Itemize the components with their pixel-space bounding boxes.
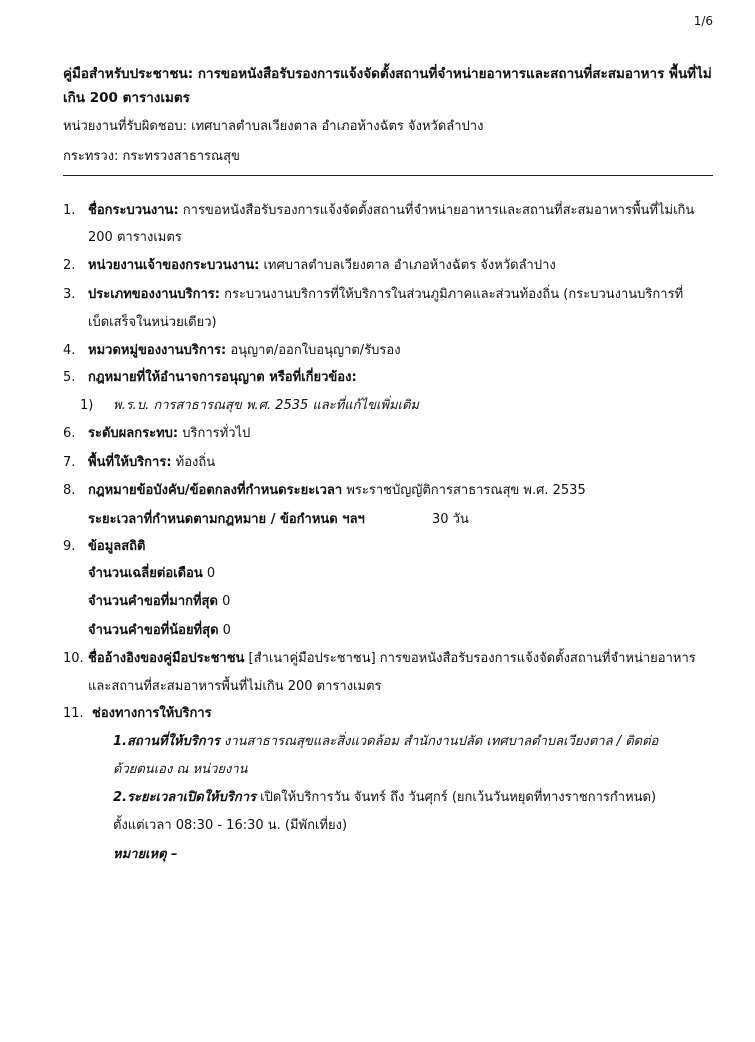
service-hours-value: เปิดให้บริการวัน จันทร์ ถึง วันศุกร์ (ยกเว้นวันหยุดที่ทางราชการกำหนด) [256, 790, 657, 805]
stat-row [88, 565, 215, 583]
ministry: กระทรวง: กระทรวงสาธารณสุข [63, 149, 240, 164]
item-label: หน่วยงานเจ้าของกระบวนงาน: [88, 258, 260, 273]
remark: หมายเหตุ – [113, 847, 178, 862]
item-number: 7. [63, 455, 76, 470]
item-number: 11. [63, 706, 84, 721]
item-number: 8. [63, 483, 76, 498]
service-place-cont: ด้วยตนเอง ณ หน่วยงาน [113, 762, 248, 777]
item-label: ช่องทางการให้บริการ [92, 706, 212, 721]
service-place-label: 1.สถานที่ให้บริการ [113, 734, 220, 749]
stat-value: 0 [217, 594, 231, 609]
item-label: กฎหมายข้อบังคับ/ข้อตกลงที่กำหนดระยะเวลา [88, 483, 343, 498]
item-value: พระราชบัญญัติการสาธารณสุข พ.ศ. 2535 [342, 483, 586, 498]
item-label: พื้นที่ให้บริการ: [88, 455, 172, 470]
item-number: 1. [63, 203, 76, 218]
item-label: ข้อมูลสถิติ [88, 539, 146, 554]
stat-row [88, 622, 231, 640]
item-3-cont: เบ็ดเสร็จในหน่วยเดียว) [88, 315, 217, 330]
stat-value: 0 [202, 566, 216, 581]
stat-label: จำนวนเฉลี่ยต่อเดือน [88, 566, 203, 581]
item-1-cont: 200 ตารางเมตร [88, 230, 182, 245]
item-number: 6. [63, 426, 76, 441]
item-label: กฎหมายที่ให้อำนาจการอนุญาต หรือที่เกี่ยวข้อง: [88, 370, 357, 385]
item-label: ระดับผลกระทบ: [88, 426, 179, 441]
service-hours-label: 2.ระยะเวลาเปิดให้บริการ [113, 790, 256, 805]
page-number: 1/6 [693, 14, 713, 28]
service-place-value: งานสาธารณสุขและสิ่งแวดล้อม สำนักงานปลัด เทศบาลตำบลเวียงตาล / ติดต่อ [219, 734, 659, 749]
stat-label: จำนวนคำขอที่น้อยที่สุด [88, 623, 219, 638]
service-place [113, 733, 658, 751]
item-value: อนุญาต/ออกใบอนุญาต/รับรอง [226, 343, 401, 358]
item-label: ชื่ออ้างอิงของคู่มือประชาชน [88, 651, 245, 666]
service-hours [113, 789, 656, 807]
item-label: ชื่อกระบวนงาน: [88, 203, 179, 218]
item-number: 4. [63, 343, 76, 358]
item-value: เทศบาลตำบลเวียงตาล อำเภอห้างฉัตร จังหวัดลำปาง [259, 258, 556, 273]
period-value: 30 วัน [432, 512, 469, 527]
service-hours-cont: ตั้งแต่เวลา 08:30 - 16:30 น. (มีพักเที่ยง) [113, 818, 348, 833]
document-title: คู่มือสำหรับประชาชน: การขอหนังสือรับรองการแจ้งจัดตั้งสถานที่จำหน่ายอาหารและสถานที่สะสมอาหาร พื้นที่ไม่เกิน 200 ตารางเมตร [63, 66, 712, 106]
stat-value: 0 [218, 623, 231, 638]
item-value: บริการทั่วไป [178, 426, 251, 441]
header-divider [63, 175, 713, 176]
item-value: การขอหนังสือรับรองการแจ้งจัดตั้งสถานที่จำหน่ายอาหารและสถานที่สะสมอาหารพื้นที่ไม่เกิน [178, 203, 695, 218]
period-label: ระยะเวลาที่กำหนดตามกฎหมาย / ข้อกำหนด ฯลฯ [88, 512, 365, 527]
item-10-cont: และสถานที่สะสมอาหารพื้นที่ไม่เกิน 200 ตารางเมตร [88, 679, 382, 694]
stat-label: จำนวนคำขอที่มากที่สุด [88, 594, 218, 609]
item-number: 2. [63, 258, 76, 273]
item-number: 9. [63, 539, 76, 554]
responsible-agency: หน่วยงานที่รับผิดชอบ: เทศบาลตำบลเวียงตาล อำเภอห้างฉัตร จังหวัดลำปาง [63, 119, 484, 134]
item-number: 5. [63, 370, 76, 385]
item-label: หมวดหมู่ของงานบริการ: [88, 343, 227, 358]
law-text: พ.ร.บ. การสาธารณสุข พ.ศ. 2535 และที่แก้ไขเพิ่มเติม [113, 398, 419, 413]
item-number: 10. [63, 651, 84, 666]
stat-row [88, 593, 230, 611]
law-number: 1) [80, 398, 94, 413]
item-value: กระบวนงานบริการที่ให้บริการในส่วนภูมิภาคและส่วนท้องถิ่น (กระบวนงานบริการที่ [219, 287, 684, 302]
item-label: ประเภทของงานบริการ: [88, 287, 220, 302]
item-value: ท้องถิ่น [171, 455, 216, 470]
item-value: [สำเนาคู่มือประชาชน] การขอหนังสือรับรองการแจ้งจัดตั้งสถานที่จำหน่ายอาหาร [244, 651, 696, 666]
item-number: 3. [63, 287, 76, 302]
